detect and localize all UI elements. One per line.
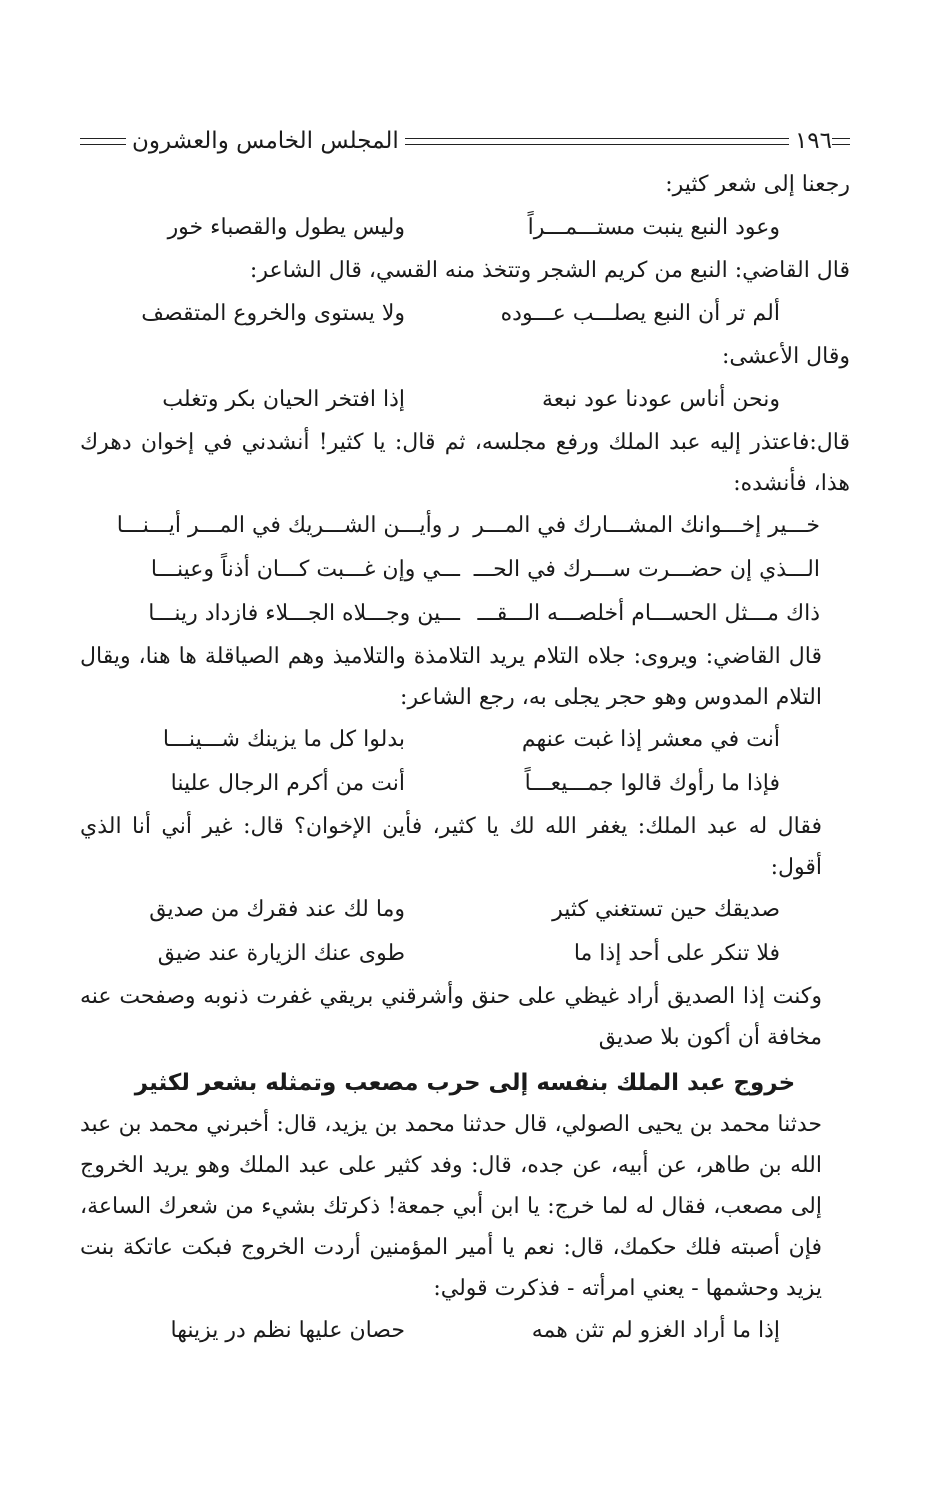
verse-first-hemistich: فلا تنكر على أحد إذا ما <box>573 941 780 966</box>
chapter-title: المجلس الخامس والعشرون <box>132 128 399 154</box>
verse-first-hemistich: وعود النبع ينبت مستـــمـــراً <box>527 215 780 240</box>
verse-line <box>80 378 850 422</box>
verse-first-hemistich: إذا ما أراد الغزو لم تثن همه <box>531 1318 780 1343</box>
verse-second-hemistich: وليس يطول والقصباء خور <box>167 215 405 240</box>
verse-second-hemistich: بدلوا كل ما يزينك شـــينـــا <box>162 727 405 752</box>
verse-line <box>80 1309 850 1353</box>
verse-first-hemistich: فإذا ما رأوك قالوا جمـــيعـــاً <box>524 771 780 796</box>
verse-first-hemistich: الـــذي إن حضـــرت ســـرك في الحـــ <box>473 557 820 582</box>
paragraph: وكنت إذا الصديق أراد غيظي على حنق وأشرقني بريقي غفرت ذنوبه وصفحت عنه مخافة أن أكون بلا صديق <box>80 984 822 1050</box>
verse-second-hemistich: ر وأيـــن الشـــريك في المـــر أيـــنـــا <box>116 513 460 538</box>
section-heading: خروج عبد الملك بنفسه إلى حرب مصعب وتمثله بشعر لكثير <box>134 1070 796 1096</box>
verse-second-hemistich: ـــي وإن غـــبت كـــان أذناً وعينـــا <box>150 557 460 582</box>
verse-second-hemistich: ولا يستوى والخروع المتقصف <box>141 301 405 326</box>
text-line: رجعنا إلى شعر كثير: <box>665 172 850 197</box>
verse-second-hemistich: حصان عليها نظم در يزينها <box>170 1318 405 1343</box>
text-line: وقال الأعشى: <box>722 344 850 369</box>
paragraph: حدثنا محمد بن يحيى الصولي، قال حدثنا محمد بن يزيد، قال: أخبرني محمد بن عبد الله بن طاهر، عن أبيه، عن جده، قال: وفد كثير على عبد الملك وهو يريد الخروج إلى مصعب، فقال له لما خرج: يا ابن أبي جمعة! ذكرتك بشيء من شعرك الساعة، فإن أصبته فلك حكمك، قال: نعم يا أمير المؤمنين أردت الخروج فبكت عاتكة بنت يزيد وحشمها - يعني امرأته - فذكرت قولي: <box>80 1112 822 1301</box>
verse-first-hemistich: خـــير إخـــوانك المشـــارك في المـــر <box>473 513 820 538</box>
verse-line <box>80 762 850 806</box>
verse-first-hemistich: أنت في معشر إذا غبت عنهم <box>521 727 780 752</box>
verse-line <box>80 718 850 762</box>
header-rule-middle <box>405 138 789 145</box>
verse-first-hemistich: صديقك حين تستغني كثير <box>552 897 780 922</box>
verse-second-hemistich: أنت من أكرم الرجال علينا <box>170 771 405 796</box>
verse-first-hemistich: ألم تر أن النبع يصلـــب عـــوده <box>500 301 780 326</box>
verse-line <box>80 888 850 932</box>
verse-second-hemistich: طوى عنك الزيارة عند ضيق <box>157 941 405 966</box>
paragraph: فقال له عبد الملك: يغفر الله لك يا كثير، فأين الإخوان؟ قال: غير أني أنا الذي أقول: <box>80 814 822 880</box>
verse-line <box>80 206 850 250</box>
verse-first-hemistich: ونحن أناس عودنا عود نبعة <box>541 387 780 412</box>
verse-first-hemistich: ذاك مـــثل الحســـام أخلصـــه الـــقـــ <box>477 601 820 626</box>
verse-line <box>80 548 850 592</box>
book-page <box>80 118 850 1353</box>
verse-line <box>80 292 850 336</box>
verse-line <box>80 592 850 636</box>
verse-second-hemistich: وما لك عند فقرك من صديق <box>149 897 405 922</box>
header-rule-right <box>832 138 850 145</box>
verse-second-hemistich: إذا افتخر الحيان بكر وتغلب <box>162 387 405 412</box>
paragraph: قال القاضي: ويروى: جلاه التلام يريد التلامذة والتلاميذ وهم الصياقلة ها هنا، ويقال التلام المدوس وهو حجر يجلى به، رجع الشاعر: <box>80 644 822 710</box>
page-number: ١٩٦ <box>794 128 832 154</box>
page-header <box>80 118 850 164</box>
text-line: قال القاضي: النبع من كريم الشجر وتتخذ منه القسي، قال الشاعر: <box>249 258 850 283</box>
header-rule-left <box>80 138 126 145</box>
paragraph: قال:فاعتذر إليه عبد الملك ورفع مجلسه، ثم قال: يا كثير! أنشدني في إخوان دهرك هذا، فأنشده: <box>80 430 850 496</box>
verse-line <box>80 504 850 548</box>
verse-line <box>80 932 850 976</box>
verse-second-hemistich: ـــين وجـــلاه الجـــلاء فازداد رينـــا <box>148 601 460 626</box>
